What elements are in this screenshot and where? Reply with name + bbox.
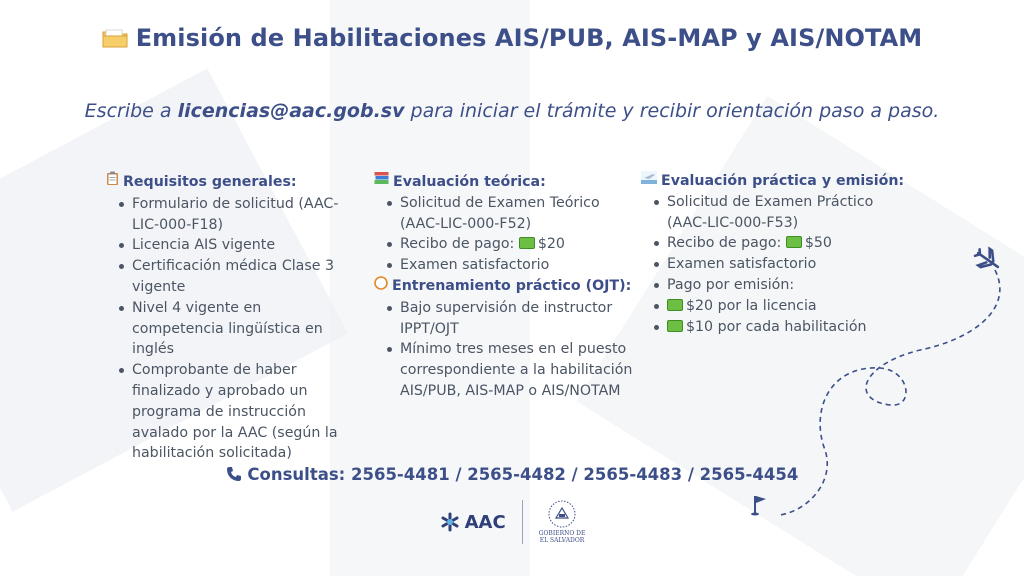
gov-line-1: GOBIERNO DE: [538, 530, 586, 537]
requisitos-heading: [106, 171, 346, 194]
compass-icon: [374, 276, 388, 298]
ojt-list: [374, 298, 636, 402]
page-title-text: Emisión de Habilitaciones AIS/PUB, AIS-MAP y AIS/NOTAM: [135, 24, 923, 52]
books-icon: [374, 171, 389, 193]
list-item: Bajo supervisión de instructor IPPT/OJT: [400, 298, 636, 340]
teorica-list: [374, 193, 636, 276]
aac-star-icon: [439, 511, 461, 533]
teorica-heading-text: Evaluación teórica:: [393, 173, 546, 190]
phone-icon: [226, 465, 248, 484]
requisitos-list: [106, 194, 346, 464]
aac-logo: [439, 511, 506, 533]
contact-text: Consultas: 2565-4481 / 2565-4482 / 2565-4483 / 2565-4454: [247, 465, 799, 484]
practica-heading-text: Evaluación práctica y emisión:: [661, 173, 905, 189]
money-icon: [667, 299, 683, 311]
teorica-heading: [374, 171, 636, 193]
el-salvador-seal-icon: [548, 500, 576, 528]
receipt-amount: $50: [804, 235, 832, 252]
receipt-label: Recibo de pago:: [667, 235, 786, 252]
list-item: [400, 234, 636, 255]
practica-heading: [641, 171, 916, 192]
government-logo: [539, 500, 586, 544]
clipboard-icon: [106, 171, 119, 194]
list-item: Solicitud de Examen Teórico (AAC-LIC-000-F52): [400, 193, 636, 235]
footer-divider: [522, 500, 523, 544]
gov-line-2: EL SALVADOR: [539, 537, 585, 544]
fee-license: $20 por la licencia: [686, 297, 817, 314]
aac-logo-text: AAC: [464, 511, 506, 533]
money-icon: [519, 237, 535, 249]
list-item: Comprobante de haber finalizado y aprobado un programa de instrucción avalado por la AAC (según la habilitación solicitada): [132, 360, 346, 464]
folder-icon: [102, 28, 128, 48]
list-item: Examen satisfactorio: [667, 254, 916, 275]
ojt-heading: [374, 276, 636, 298]
receipt-amount: $20: [537, 236, 565, 253]
flight-path-decoration: [740, 240, 1020, 530]
list-item: Formulario de solicitud (AAC-LIC-000-F18): [132, 194, 346, 236]
airport-icon: [641, 171, 657, 192]
ojt-heading-text: Entrenamiento práctico (OJT):: [392, 278, 632, 295]
page-title: [0, 24, 1024, 52]
list-item: Examen satisfactorio: [400, 255, 636, 276]
footer-logos: [0, 496, 1024, 548]
contact-line: [0, 465, 1024, 484]
teorica-section: [374, 171, 636, 402]
list-item: Licencia AIS vigente: [132, 235, 346, 256]
airplane-icon: [972, 244, 1004, 275]
money-icon: [667, 320, 683, 332]
list-item: Solicitud de Examen Práctico (AAC-LIC-000-F53): [667, 192, 916, 234]
requisitos-section: [106, 171, 346, 464]
receipt-label: Recibo de pago:: [400, 236, 519, 253]
requisitos-heading-text: Requisitos generales:: [123, 174, 297, 190]
list-item: Pago por emisión:: [667, 275, 916, 296]
list-item: Certificación médica Clase 3 vigente: [132, 256, 346, 298]
fee-habilitacion: $10 por cada habilitación: [686, 318, 867, 335]
subtitle-suffix: para iniciar el trámite y recibir orientación paso a paso.: [404, 100, 940, 122]
email-link[interactable]: licencias@aac.gob.sv: [177, 100, 405, 122]
list-item: Nivel 4 vigente en competencia lingüística en inglés: [132, 298, 346, 360]
subtitle: [0, 100, 1024, 122]
subtitle-prefix: Escribe a: [84, 100, 178, 122]
list-item: Mínimo tres meses en el puesto correspondiente a la habilitación AIS/PUB, AIS-MAP o AIS/NOTAM: [400, 339, 636, 401]
